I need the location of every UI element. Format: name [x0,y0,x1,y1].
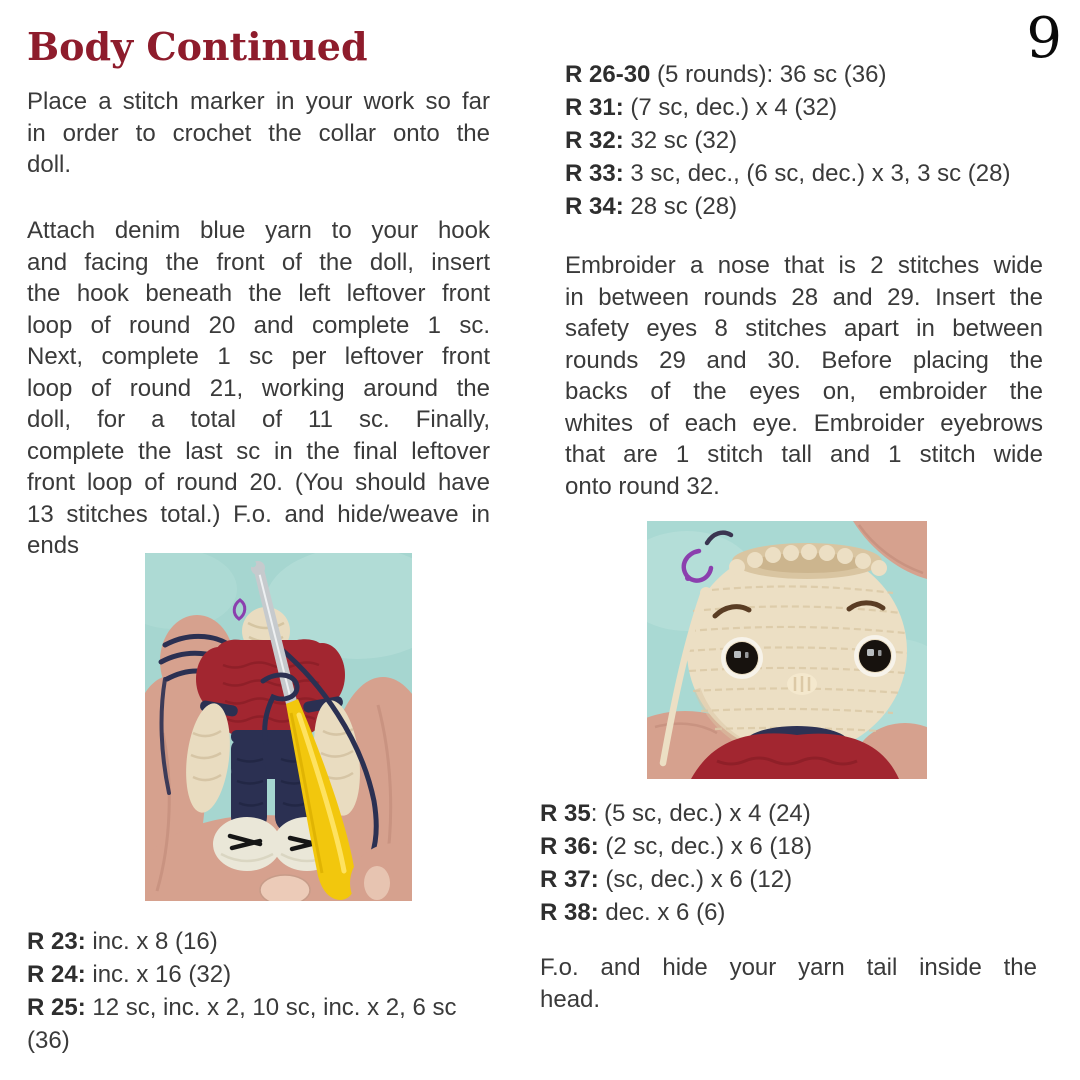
round-label: R 32: [565,127,624,154]
text-line: Attach denim blue yarn to your hook [27,217,490,244]
text-line: and facing the front of the doll, insert [27,248,490,276]
round-line: R 38: dec. x 6 (6) [540,899,726,926]
text-line: Next, complete 1 sc per leftover front [27,343,490,370]
round-label: R 24: [27,961,86,988]
text-line: rounds 29 and 30. Before placing the [565,346,1043,374]
round-label: R 35 [540,800,591,827]
round-line: R 23: inc. x 8 (16) [27,928,218,955]
rounds-list-head-top [565,58,1065,223]
left-paragraph-1 [27,86,490,181]
round-line: R 34: 28 sc (28) [565,193,738,220]
round-label: R 31: [565,94,624,121]
round-label: R 34: [565,193,624,220]
photo-doll-head [647,521,927,779]
round-label: R 38: [540,899,599,926]
rounds-list-head-bottom [540,797,1050,929]
round-label: R 33: [565,160,624,187]
round-line: R 25: 12 sc, inc. x 2, 10 sc, inc. x 2, 6 sc [27,994,457,1021]
round-line: R 26-30 (5 rounds): 36 sc (36) [565,61,887,88]
text-line: loop of round 20 and complete 1 sc. [27,311,490,339]
text-line: doll. [27,151,72,178]
round-line: R 24: inc. x 16 (32) [27,961,232,988]
text-line: front loop of round 20. (You should have [27,469,490,496]
closing-paragraph [540,952,1037,1015]
text-line: Embroider a nose that is 2 stitches wide [565,252,1043,279]
round-line: R 32: 32 sc (32) [565,127,738,154]
doll-head-illustration [647,521,927,779]
text-line: loop of round 21, working around the [27,374,490,402]
text-line: backs of the eyes on, embroider the [565,378,1043,405]
page-title: Body Continued [27,24,368,69]
left-paragraph-2 [27,215,490,562]
text-line: in between rounds 28 and 29. Insert the [565,283,1043,311]
round-line: R 31: (7 sc, dec.) x 4 (32) [565,94,838,121]
round-line-wrap: (36) [27,1027,70,1054]
round-line: R 37: (sc, dec.) x 6 (12) [540,866,793,893]
round-label: R 26-30 [565,61,651,88]
page-number: 9 [1026,6,1062,71]
round-line: R 36: (2 sc, dec.) x 6 (18) [540,833,813,860]
right-paragraph [565,250,1043,502]
text-line: in order to crochet the collar onto the [27,119,490,147]
round-line: R 33: 3 sc, dec., (6 sc, dec.) x 3, 3 sc (28) [565,160,1011,187]
text-line: safety eyes 8 stitches apart in between [565,315,1043,342]
text-line: the hook beneath the left leftover front [27,280,490,307]
text-line: head. [540,985,601,1013]
text-line: that are 1 stitch tall and 1 stitch wide [565,441,1043,468]
round-label: R 36: [540,833,599,860]
round-label: R 23: [27,928,86,955]
text-line: doll, for a total of 11 sc. Finally, [27,406,490,433]
rounds-list-body [27,925,557,1057]
text-line: complete the last sc in the final leftover [27,437,490,465]
doll-body-illustration [145,553,412,901]
text-line: Place a stitch marker in your work so far [27,88,490,115]
text-line: 13 stitches total.) F.o. and hide/weave in [27,500,490,528]
text-line: whites of each eye. Embroider eyebrows [565,409,1043,437]
text-line: F.o. and hide your yarn tail inside the [540,954,1037,981]
photo-doll-body [145,553,412,901]
round-label: R 25: [27,994,86,1021]
text-line: ends [27,532,80,559]
round-label: R 37: [540,866,599,893]
text-line: onto round 32. [565,472,720,500]
round-line: R 35: (5 sc, dec.) x 4 (24) [540,800,811,827]
